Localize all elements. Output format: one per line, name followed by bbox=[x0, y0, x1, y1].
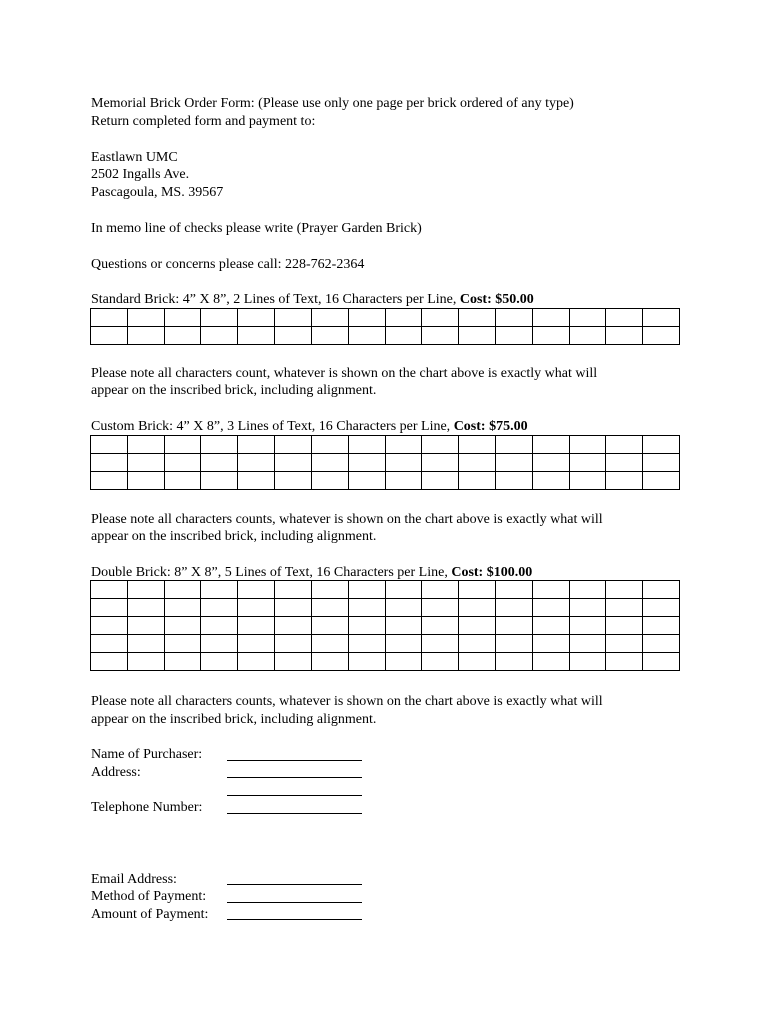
character-cell[interactable] bbox=[532, 581, 569, 599]
custom-brick-grid[interactable] bbox=[90, 435, 680, 490]
character-cell[interactable] bbox=[532, 472, 569, 490]
character-cell[interactable] bbox=[532, 617, 569, 635]
grid-row bbox=[91, 617, 680, 635]
grid-row bbox=[91, 436, 680, 454]
character-cell[interactable] bbox=[385, 472, 422, 490]
character-cell[interactable] bbox=[311, 635, 348, 653]
character-cell[interactable] bbox=[459, 581, 496, 599]
character-cell[interactable] bbox=[348, 327, 385, 345]
character-cell[interactable] bbox=[201, 472, 238, 490]
standard-brick-note-line2: appear on the inscribed brick, including alignment. bbox=[91, 383, 377, 398]
character-cell[interactable] bbox=[532, 635, 569, 653]
email-label: Email Address: bbox=[91, 872, 177, 887]
standard-brick-grid[interactable] bbox=[90, 308, 680, 345]
character-cell[interactable] bbox=[275, 309, 312, 327]
character-cell[interactable] bbox=[201, 653, 238, 671]
character-cell[interactable] bbox=[606, 327, 643, 345]
character-cell[interactable] bbox=[569, 581, 606, 599]
character-cell[interactable] bbox=[311, 472, 348, 490]
character-cell[interactable] bbox=[422, 581, 459, 599]
character-cell[interactable] bbox=[201, 436, 238, 454]
double-brick-desc: Double Brick: 8” X 8”, 5 Lines of Text, 16 Characters per Line, bbox=[91, 565, 452, 580]
address-label: Address: bbox=[91, 765, 141, 780]
character-cell[interactable] bbox=[127, 599, 164, 617]
character-cell[interactable] bbox=[348, 617, 385, 635]
character-cell[interactable] bbox=[459, 653, 496, 671]
character-cell[interactable] bbox=[495, 436, 532, 454]
grid-row bbox=[91, 599, 680, 617]
standard-brick-note-line1: Please note all characters count, whatever is shown on the chart above is exactly what will bbox=[91, 366, 598, 381]
character-cell[interactable] bbox=[127, 309, 164, 327]
character-cell[interactable] bbox=[91, 581, 128, 599]
character-cell[interactable] bbox=[311, 436, 348, 454]
character-cell[interactable] bbox=[569, 309, 606, 327]
character-cell[interactable] bbox=[569, 617, 606, 635]
character-cell[interactable] bbox=[91, 653, 128, 671]
standard-brick-cost: Cost: $50.00 bbox=[459, 292, 534, 307]
purchaser-name-label: Name of Purchaser: bbox=[91, 747, 203, 762]
character-cell[interactable] bbox=[311, 327, 348, 345]
character-cell[interactable] bbox=[238, 617, 275, 635]
character-cell[interactable] bbox=[495, 454, 532, 472]
character-cell[interactable] bbox=[201, 599, 238, 617]
character-cell[interactable] bbox=[164, 454, 201, 472]
character-cell[interactable] bbox=[532, 653, 569, 671]
character-cell[interactable] bbox=[606, 635, 643, 653]
character-cell[interactable] bbox=[201, 581, 238, 599]
character-cell[interactable] bbox=[569, 635, 606, 653]
character-cell[interactable] bbox=[385, 599, 422, 617]
character-cell[interactable] bbox=[348, 653, 385, 671]
character-cell[interactable] bbox=[127, 472, 164, 490]
grid-row bbox=[91, 635, 680, 653]
character-cell[interactable] bbox=[127, 653, 164, 671]
character-cell[interactable] bbox=[495, 472, 532, 490]
character-cell[interactable] bbox=[275, 653, 312, 671]
custom-brick-heading bbox=[91, 418, 528, 436]
character-cell[interactable] bbox=[532, 454, 569, 472]
character-cell[interactable] bbox=[606, 653, 643, 671]
character-cell[interactable] bbox=[569, 599, 606, 617]
custom-brick-cost: Cost: $75.00 bbox=[453, 419, 528, 434]
payment-method-field[interactable] bbox=[227, 902, 362, 903]
character-cell[interactable] bbox=[91, 436, 128, 454]
church-name: Eastlawn UMC bbox=[91, 150, 178, 165]
character-cell[interactable] bbox=[385, 581, 422, 599]
character-cell[interactable] bbox=[422, 454, 459, 472]
character-cell[interactable] bbox=[459, 472, 496, 490]
character-cell[interactable] bbox=[127, 617, 164, 635]
character-cell[interactable] bbox=[643, 436, 680, 454]
double-brick-grid[interactable] bbox=[90, 580, 680, 671]
purchaser-name-field[interactable] bbox=[227, 760, 362, 761]
character-cell[interactable] bbox=[643, 309, 680, 327]
character-cell[interactable] bbox=[275, 635, 312, 653]
character-cell[interactable] bbox=[385, 327, 422, 345]
character-cell[interactable] bbox=[495, 309, 532, 327]
character-cell[interactable] bbox=[495, 653, 532, 671]
character-cell[interactable] bbox=[643, 653, 680, 671]
character-cell[interactable] bbox=[238, 635, 275, 653]
character-cell[interactable] bbox=[495, 327, 532, 345]
character-cell[interactable] bbox=[238, 653, 275, 671]
character-cell[interactable] bbox=[238, 472, 275, 490]
character-cell[interactable] bbox=[643, 581, 680, 599]
character-cell[interactable] bbox=[238, 436, 275, 454]
character-cell[interactable] bbox=[164, 599, 201, 617]
character-cell[interactable] bbox=[569, 436, 606, 454]
character-cell[interactable] bbox=[201, 327, 238, 345]
character-cell[interactable] bbox=[275, 599, 312, 617]
character-cell[interactable] bbox=[422, 635, 459, 653]
character-cell[interactable] bbox=[459, 454, 496, 472]
character-cell[interactable] bbox=[606, 472, 643, 490]
form-title: Memorial Brick Order Form: (Please use only one page per brick ordered of any type) bbox=[91, 96, 574, 111]
character-cell[interactable] bbox=[459, 617, 496, 635]
character-cell[interactable] bbox=[238, 454, 275, 472]
character-cell[interactable] bbox=[238, 599, 275, 617]
character-cell[interactable] bbox=[91, 599, 128, 617]
grid-row bbox=[91, 309, 680, 327]
character-cell[interactable] bbox=[385, 653, 422, 671]
character-cell[interactable] bbox=[275, 472, 312, 490]
character-cell[interactable] bbox=[238, 581, 275, 599]
payment-amount-field[interactable] bbox=[227, 919, 362, 920]
character-cell[interactable] bbox=[91, 635, 128, 653]
grid-row bbox=[91, 653, 680, 671]
character-cell[interactable] bbox=[311, 454, 348, 472]
church-city: Pascagoula, MS. 39567 bbox=[91, 185, 224, 200]
character-cell[interactable] bbox=[532, 327, 569, 345]
character-cell[interactable] bbox=[164, 653, 201, 671]
character-cell[interactable] bbox=[606, 599, 643, 617]
character-cell[interactable] bbox=[422, 653, 459, 671]
character-cell[interactable] bbox=[311, 653, 348, 671]
character-cell[interactable] bbox=[91, 472, 128, 490]
character-cell[interactable] bbox=[164, 436, 201, 454]
character-cell[interactable] bbox=[532, 599, 569, 617]
character-cell[interactable] bbox=[459, 436, 496, 454]
character-cell[interactable] bbox=[201, 617, 238, 635]
standard-brick-heading bbox=[91, 291, 534, 309]
character-cell[interactable] bbox=[532, 309, 569, 327]
telephone-field[interactable] bbox=[227, 813, 362, 814]
character-cell[interactable] bbox=[275, 436, 312, 454]
grid-row bbox=[91, 454, 680, 472]
character-cell[interactable] bbox=[127, 454, 164, 472]
character-cell[interactable] bbox=[348, 436, 385, 454]
character-cell[interactable] bbox=[275, 581, 312, 599]
character-cell[interactable] bbox=[311, 581, 348, 599]
character-cell[interactable] bbox=[201, 454, 238, 472]
character-cell[interactable] bbox=[643, 454, 680, 472]
character-cell[interactable] bbox=[643, 472, 680, 490]
character-cell[interactable] bbox=[91, 327, 128, 345]
character-cell[interactable] bbox=[643, 599, 680, 617]
character-cell[interactable] bbox=[311, 617, 348, 635]
character-cell[interactable] bbox=[459, 599, 496, 617]
payment-method-label: Method of Payment: bbox=[91, 889, 207, 904]
character-cell[interactable] bbox=[348, 599, 385, 617]
character-cell[interactable] bbox=[164, 581, 201, 599]
character-cell[interactable] bbox=[643, 635, 680, 653]
character-cell[interactable] bbox=[422, 599, 459, 617]
character-cell[interactable] bbox=[348, 472, 385, 490]
character-cell[interactable] bbox=[422, 472, 459, 490]
character-cell[interactable] bbox=[643, 327, 680, 345]
email-field[interactable] bbox=[227, 884, 362, 885]
character-cell[interactable] bbox=[91, 454, 128, 472]
character-cell[interactable] bbox=[422, 309, 459, 327]
character-cell[interactable] bbox=[348, 581, 385, 599]
character-cell[interactable] bbox=[275, 454, 312, 472]
character-cell[interactable] bbox=[311, 599, 348, 617]
character-cell[interactable] bbox=[459, 635, 496, 653]
character-cell[interactable] bbox=[495, 617, 532, 635]
questions-contact: Questions or concerns please call: 228-762-2364 bbox=[91, 257, 365, 272]
address-field-line2[interactable] bbox=[227, 795, 362, 796]
character-cell[interactable] bbox=[643, 617, 680, 635]
church-street: 2502 Ingalls Ave. bbox=[91, 167, 190, 182]
character-cell[interactable] bbox=[569, 472, 606, 490]
character-cell[interactable] bbox=[606, 309, 643, 327]
character-cell[interactable] bbox=[164, 309, 201, 327]
character-cell[interactable] bbox=[606, 454, 643, 472]
character-cell[interactable] bbox=[495, 599, 532, 617]
character-cell[interactable] bbox=[275, 327, 312, 345]
character-cell[interactable] bbox=[275, 617, 312, 635]
character-cell[interactable] bbox=[606, 617, 643, 635]
payment-amount-label: Amount of Payment: bbox=[91, 907, 209, 922]
character-cell[interactable] bbox=[201, 309, 238, 327]
character-cell[interactable] bbox=[606, 436, 643, 454]
character-cell[interactable] bbox=[385, 436, 422, 454]
grid-row bbox=[91, 472, 680, 490]
character-cell[interactable] bbox=[385, 454, 422, 472]
character-cell[interactable] bbox=[91, 309, 128, 327]
custom-brick-desc: Custom Brick: 4” X 8”, 3 Lines of Text, 16 Characters per Line, bbox=[91, 419, 454, 434]
character-cell[interactable] bbox=[569, 454, 606, 472]
character-cell[interactable] bbox=[422, 617, 459, 635]
custom-brick-note-line2: appear on the inscribed brick, including alignment. bbox=[91, 529, 377, 544]
character-cell[interactable] bbox=[459, 327, 496, 345]
character-cell[interactable] bbox=[422, 327, 459, 345]
telephone-label: Telephone Number: bbox=[91, 800, 203, 815]
character-cell[interactable] bbox=[127, 635, 164, 653]
character-cell[interactable] bbox=[201, 635, 238, 653]
character-cell[interactable] bbox=[606, 581, 643, 599]
double-brick-note-line1: Please note all characters counts, whatever is shown on the chart above is exactly what will bbox=[91, 694, 603, 709]
character-cell[interactable] bbox=[385, 309, 422, 327]
character-cell[interactable] bbox=[164, 472, 201, 490]
character-cell[interactable] bbox=[238, 327, 275, 345]
grid-row bbox=[91, 327, 680, 345]
character-cell[interactable] bbox=[459, 309, 496, 327]
character-cell[interactable] bbox=[495, 635, 532, 653]
character-cell[interactable] bbox=[91, 617, 128, 635]
character-cell[interactable] bbox=[348, 454, 385, 472]
character-cell[interactable] bbox=[127, 327, 164, 345]
character-cell[interactable] bbox=[495, 581, 532, 599]
character-cell[interactable] bbox=[164, 635, 201, 653]
memo-instructions: In memo line of checks please write (Prayer Garden Brick) bbox=[91, 221, 422, 236]
custom-brick-note-line1: Please note all characters counts, whatever is shown on the chart above is exactly what will bbox=[91, 512, 603, 527]
character-cell[interactable] bbox=[422, 436, 459, 454]
character-cell[interactable] bbox=[385, 617, 422, 635]
grid-row bbox=[91, 581, 680, 599]
character-cell[interactable] bbox=[164, 617, 201, 635]
standard-brick-desc: Standard Brick: 4” X 8”, 2 Lines of Text, 16 Characters per Line, bbox=[91, 292, 460, 307]
character-cell[interactable] bbox=[569, 653, 606, 671]
double-brick-cost: Cost: $100.00 bbox=[451, 565, 533, 580]
return-instructions: Return completed form and payment to: bbox=[91, 114, 316, 129]
character-cell[interactable] bbox=[164, 327, 201, 345]
character-cell[interactable] bbox=[569, 327, 606, 345]
character-cell[interactable] bbox=[127, 581, 164, 599]
character-cell[interactable] bbox=[385, 635, 422, 653]
double-brick-note-line2: appear on the inscribed brick, including alignment. bbox=[91, 712, 377, 727]
address-field-line1[interactable] bbox=[227, 777, 362, 778]
character-cell[interactable] bbox=[311, 309, 348, 327]
character-cell[interactable] bbox=[127, 436, 164, 454]
character-cell[interactable] bbox=[238, 309, 275, 327]
character-cell[interactable] bbox=[348, 635, 385, 653]
character-cell[interactable] bbox=[532, 436, 569, 454]
character-cell[interactable] bbox=[348, 309, 385, 327]
